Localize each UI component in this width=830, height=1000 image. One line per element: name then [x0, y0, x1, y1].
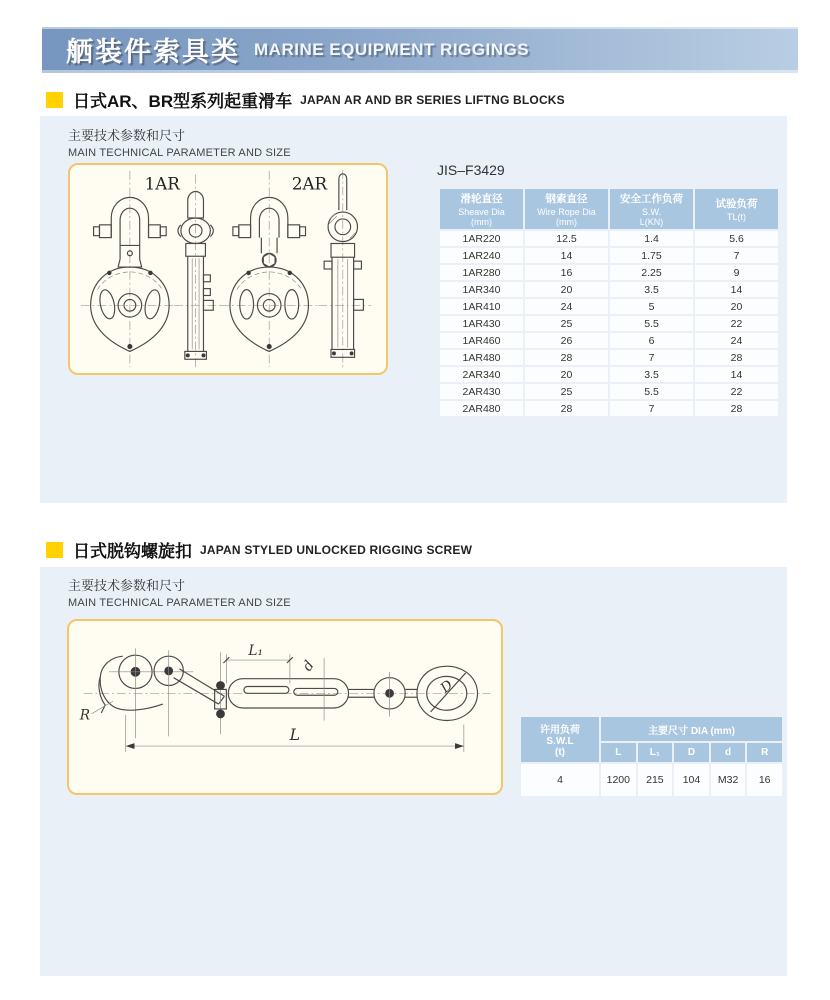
table-row	[440, 350, 778, 365]
table-cell: 16	[525, 265, 608, 280]
banner-title-zh: 舾装件索具类	[66, 37, 240, 67]
figure-label-2ar: 2AR	[291, 174, 328, 194]
table-cell: 4	[521, 764, 599, 796]
block-1ar-front-view	[81, 171, 179, 367]
header-line: 滑轮直径	[460, 193, 503, 205]
param-label-en: MAIN TECHNICAL PARAMETER AND SIZE	[68, 597, 291, 609]
table-cell: 14	[695, 282, 778, 297]
section2-heading	[46, 537, 472, 562]
table-row	[440, 282, 778, 297]
table-cell: 1AR220	[440, 231, 523, 246]
table-cell: 26	[525, 333, 608, 348]
column-header-l1: L₁	[638, 743, 673, 762]
rigging-screw-drawing	[69, 621, 501, 793]
table-cell: 14	[525, 248, 608, 263]
section1-title-zh: 日式AR、BR型系列起重滑车	[73, 92, 293, 111]
table-cell: 28	[525, 401, 608, 416]
table-cell: 1AR340	[440, 282, 523, 297]
column-header-d-cap: D	[674, 743, 709, 762]
header-line: S.W.	[641, 207, 661, 217]
table-cell: 22	[695, 384, 778, 399]
figure-label-1ar: 1AR	[144, 174, 180, 194]
rigging-screw-table	[519, 715, 784, 798]
page-banner	[42, 27, 798, 73]
dim-label-l: L	[289, 725, 300, 745]
table-cell: 1AR280	[440, 265, 523, 280]
param-label-en: MAIN TECHNICAL PARAMETER AND SIZE	[68, 147, 291, 159]
table-cell: 1.75	[610, 248, 693, 263]
table-cell: 24	[695, 333, 778, 348]
table-cell: 1AR410	[440, 299, 523, 314]
header-line: (mm)	[556, 217, 577, 227]
table-cell: 2.25	[610, 265, 693, 280]
header-line: 许用负荷	[540, 725, 580, 736]
section2-param-label	[68, 575, 291, 609]
table-cell: 5	[610, 299, 693, 314]
table-cell: 22	[695, 316, 778, 331]
header-line: (mm)	[471, 217, 492, 227]
table-cell: 20	[695, 299, 778, 314]
table-row	[440, 367, 778, 382]
table-cell: 28	[695, 350, 778, 365]
table-standard-title: JIS–F3429	[437, 162, 505, 178]
column-header-test-load	[695, 189, 778, 229]
table-cell: 14	[695, 367, 778, 382]
table-cell: 1.4	[610, 231, 693, 246]
table-cell: 1200	[601, 764, 636, 796]
table-cell: 25	[525, 316, 608, 331]
param-label-zh: 主要技术参数和尺寸	[68, 128, 186, 143]
header-line: 钢索直径	[545, 193, 588, 205]
section1-heading	[46, 87, 565, 112]
column-header-wire-rope-dia	[525, 189, 608, 229]
table-cell: 1AR480	[440, 350, 523, 365]
block-2ar-side-view	[318, 170, 371, 367]
table-cell: 215	[638, 764, 673, 796]
table-cell: 20	[525, 282, 608, 297]
section1-title-en: JAPAN AR AND BR SERIES LIFTNG BLOCKS	[300, 92, 565, 107]
table-cell: 20	[525, 367, 608, 382]
table-cell: 1AR460	[440, 333, 523, 348]
column-header-r: R	[747, 743, 782, 762]
column-header-swl	[610, 189, 693, 229]
yellow-bullet-icon	[46, 92, 63, 108]
header-line: S.W.L	[546, 736, 574, 747]
section2-title-en: JAPAN STYLED UNLOCKED RIGGING SCREW	[200, 542, 473, 557]
rigging-screw-drawing-box	[67, 619, 503, 795]
dimension-lines	[92, 654, 464, 752]
section1-panel	[40, 116, 787, 503]
table-cell: 2AR340	[440, 367, 523, 382]
section2-title-zh: 日式脱钩螺旋扣	[73, 542, 192, 561]
table-cell: 7	[695, 248, 778, 263]
table-cell: 5.5	[610, 384, 693, 399]
table-cell: 25	[525, 384, 608, 399]
dim-label-d: d	[299, 657, 318, 675]
table-cell: 5.6	[695, 231, 778, 246]
header-line: 安全工作负荷	[620, 193, 683, 205]
table-cell: 5.5	[610, 316, 693, 331]
table-row	[440, 231, 778, 246]
lifting-blocks-drawing	[70, 165, 386, 373]
table-cell: 3.5	[610, 282, 693, 297]
banner-title-en: MARINE EQUIPMENT RIGGINGS	[254, 39, 530, 59]
table-row	[440, 333, 778, 348]
table-header-row	[521, 717, 782, 741]
table-cell: 28	[525, 350, 608, 365]
table-cell: 6	[610, 333, 693, 348]
rigging-screw-table-body	[521, 764, 782, 796]
table-cell: 7	[610, 401, 693, 416]
table-row	[440, 384, 778, 399]
table-row	[440, 401, 778, 416]
table-row	[440, 316, 778, 331]
table-cell: 2AR430	[440, 384, 523, 399]
header-line: (t)	[555, 747, 565, 758]
table-row	[440, 265, 778, 280]
table-row	[521, 764, 782, 796]
lifting-blocks-drawing-box	[68, 163, 388, 375]
table-header-row	[440, 189, 778, 229]
table-cell: 16	[747, 764, 782, 796]
table-cell: 24	[525, 299, 608, 314]
section1-param-label	[68, 125, 291, 159]
table-cell: 104	[674, 764, 709, 796]
header-line: 试验负荷	[715, 198, 758, 210]
header-line: L(KN)	[639, 217, 664, 227]
column-header-d-small: d	[711, 743, 746, 762]
yellow-bullet-icon	[46, 542, 63, 558]
table-row	[440, 299, 778, 314]
param-label-zh: 主要技术参数和尺寸	[68, 578, 186, 593]
lifting-blocks-table	[438, 187, 780, 418]
header-line: Wire Rope Dia	[537, 207, 596, 217]
section2-panel	[40, 567, 787, 976]
block-1ar-side-view	[174, 175, 221, 367]
header-line: TL(t)	[727, 212, 746, 222]
table-cell: 1AR240	[440, 248, 523, 263]
table-cell: M32	[711, 764, 746, 796]
table-cell: 7	[610, 350, 693, 365]
header-line: Sheave Dia	[458, 207, 505, 217]
column-header-main-dimensions: 主要尺寸 DIA (mm)	[601, 717, 782, 741]
column-header-l: L	[601, 743, 636, 762]
table-row	[440, 248, 778, 263]
lifting-blocks-table-body	[440, 231, 778, 416]
dim-label-big-d: D	[437, 677, 457, 697]
dim-label-l1: L₁	[248, 643, 263, 660]
block-2ar-front-view	[220, 171, 318, 367]
table-cell: 9	[695, 265, 778, 280]
column-header-sheave-dia	[440, 189, 523, 229]
table-cell: 3.5	[610, 367, 693, 382]
table-cell: 28	[695, 401, 778, 416]
table-cell: 1AR430	[440, 316, 523, 331]
table-cell: 12.5	[525, 231, 608, 246]
table-cell: 2AR480	[440, 401, 523, 416]
column-header-swl	[521, 717, 599, 762]
dim-label-r: R	[79, 707, 91, 724]
